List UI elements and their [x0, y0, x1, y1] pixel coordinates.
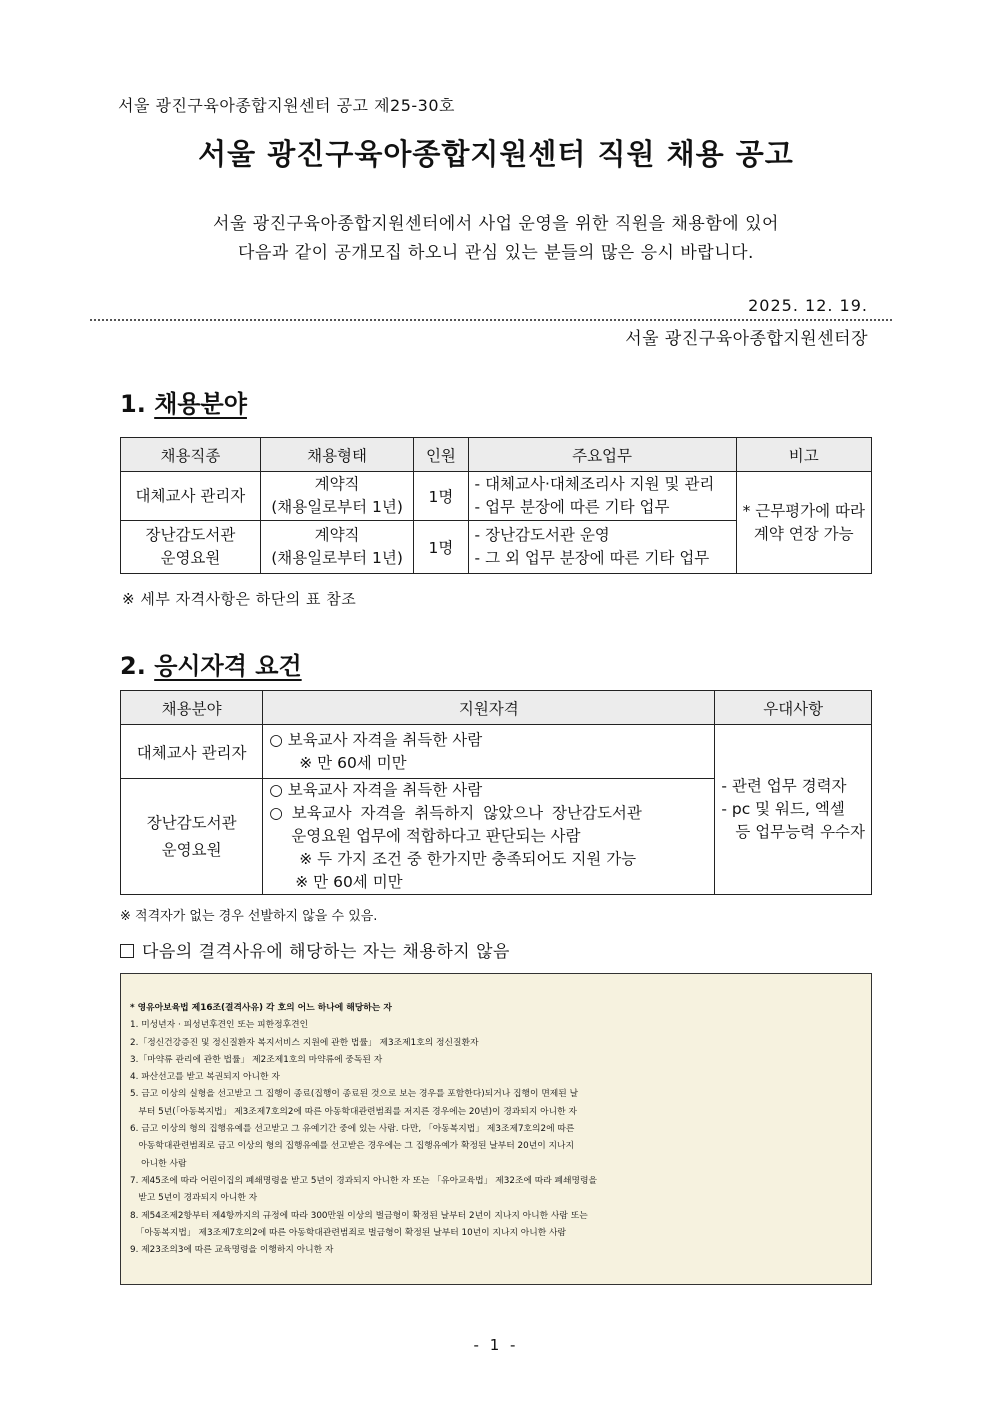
cell-text: ※ 만 60세 미만: [295, 873, 403, 891]
cell-text: - 관련 업무 경력자: [721, 777, 847, 795]
header-cell: 우대사항: [715, 691, 872, 725]
cell-text: ※ 만 60세 미만: [299, 753, 407, 772]
cell-text: - pc 및 워드, 엑셀: [721, 800, 845, 818]
cell-text: 등 업무능력 우수자: [735, 823, 865, 841]
header-cell: 채용형태: [260, 438, 413, 472]
preferred-cell: [715, 725, 872, 895]
header-cell: 주요업무: [468, 438, 736, 472]
cell-text: 운영요원: [160, 549, 221, 567]
checkbox-square-icon: [120, 944, 134, 958]
cell-text: 계약직: [314, 475, 360, 493]
table-footnote: ※ 적격자가 없는 경우 선발하지 않을 수 있음.: [120, 909, 378, 924]
cell-text: - 장난감도서관 운영: [474, 526, 610, 544]
table-footnote: ※ 세부 자격사항은 하단의 표 참조: [122, 590, 357, 608]
section-number: 2.: [120, 652, 146, 680]
header-cell: 비고: [736, 438, 871, 472]
recruitment-table: [120, 437, 872, 574]
field-cell: 대체교사 관리자: [121, 725, 263, 779]
remarks-cell: [736, 472, 871, 574]
qualification-table: [120, 690, 872, 895]
cell-text: 대체교사 관리자: [135, 486, 246, 505]
disqualification-heading: [120, 937, 510, 962]
cell-text: ○ 보육교사 자격을 취득한 사람: [269, 730, 483, 749]
heading-text: 다음의 결격사유에 해당하는 자는 채용하지 않음: [142, 942, 510, 962]
field-cell: [121, 779, 263, 895]
type-cell: [260, 521, 413, 574]
list-item: 5. 금고 이상의 실형을 선고받고 그 집행이 종료(집행이 종료된 것으로 보는 경우를 포함한다)되거나 집행이 면제된 날: [130, 1089, 579, 1100]
cell-text: * 근무평가에 따라: [742, 501, 865, 520]
disqualification-box: [120, 973, 872, 1285]
list-item: 1. 미성년자 · 피성년후견인 또는 피한정후견인: [130, 1020, 309, 1031]
notice-number: 서울 광진구육아종합지원센터 공고 제25-30호: [118, 96, 456, 115]
section-label: 응시자격 요건: [154, 652, 302, 680]
cell-text: 계약직: [314, 526, 360, 544]
header-cell: 인원: [414, 438, 468, 472]
list-item: 부터 5년(「아동복지법」 제3조제7호의2에 따른 아동학대관련범죄를 저지른 경우에는 20년)이 경과되지 아니한 자: [130, 1106, 577, 1117]
list-item: 6. 금고 이상의 형의 집행유예를 선고받고 그 유예기간 중에 있는 사람. 다만, 「아동복지법」 제3조제7호의2에 따른: [130, 1124, 575, 1135]
cell-text: 계약 연장 가능: [753, 524, 854, 543]
intro-text: [0, 210, 992, 268]
list-item: 아동학대관련범죄로 금고 이상의 형의 집행유예를 선고받은 경우에는 그 집행유예가 확정된 날부터 20년이 지나지: [130, 1141, 575, 1152]
list-item: 받고 5년이 경과되지 아니한 자: [130, 1193, 258, 1204]
table-header-row: [121, 438, 872, 472]
cell-text: 장난감도서관: [146, 813, 237, 832]
list-item: 8. 제54조제2항부터 제4항까지의 규정에 따라 300만원 이상의 벌금형이 확정된 날부터 2년이 지나지 아니한 사람 또는: [130, 1210, 588, 1221]
cell-text: ※ 두 가지 조건 중 한가지만 충족되어도 지원 가능: [299, 850, 637, 868]
list-item: 7. 제45조에 따라 어린이집의 폐쇄명령을 받고 5년이 경과되지 아니한 자 또는 「유아교육법」 제32조에 따라 폐쇄명령을: [130, 1175, 598, 1186]
dotted-divider: [90, 319, 892, 321]
intro-line: 다음과 같이 공개모집 하오니 관심 있는 분들의 많은 응시 바랍니다.: [238, 243, 754, 263]
cell-text: ○ 보육교사 자격을 취득하지 않았으나 장난감도서관: [269, 804, 642, 822]
header-cell: 채용분야: [121, 691, 263, 725]
table-row: [121, 472, 872, 521]
notice-date: 2025. 12. 19.: [748, 296, 868, 315]
list-item: 4. 파산선고를 받고 복권되지 아니한 자: [130, 1072, 280, 1083]
cell-text: 장난감도서관: [145, 526, 236, 544]
list-item: 아니한 사람: [130, 1158, 187, 1169]
table-header-row: [121, 691, 872, 725]
page-number: - 1 -: [473, 1336, 519, 1354]
qualification-cell: [263, 725, 715, 779]
section-label: 채용분야: [154, 390, 247, 418]
list-item: 2.「정신건강증진 및 정신질환자 복지서비스 지원에 관한 법률」 제3조제1호의 정신질환자: [130, 1037, 479, 1048]
table-row: [121, 725, 872, 779]
header-cell: 지원자격: [263, 691, 715, 725]
issuer: 서울 광진구육아종합지원센터장: [625, 329, 868, 349]
count-cell: 1명: [414, 472, 468, 521]
list-item: 3.「마약류 관리에 관한 법률」 제2조제1호의 마약류에 중독된 자: [130, 1054, 383, 1065]
cell-text: ○ 보육교사 자격을 취득한 사람: [269, 781, 483, 799]
qualification-cell: [263, 779, 715, 895]
cell-text: - 그 외 업무 분장에 따른 기타 업무: [474, 549, 710, 567]
page-title: 서울 광진구육아종합지원센터 직원 채용 공고: [198, 137, 794, 171]
box-title: * 영유아보육법 제16조(결격사유) 각 호의 어느 하나에 해당하는 자: [130, 1003, 392, 1013]
job-cell: [121, 472, 261, 521]
count-cell: 1명: [414, 521, 468, 574]
type-cell: [260, 472, 413, 521]
cell-text: 운영요원: [161, 840, 222, 859]
duties-cell: [468, 472, 736, 521]
intro-line: 서울 광진구육아종합지원센터에서 사업 운영을 위한 직원을 채용함에 있어: [213, 214, 779, 234]
cell-text: 운영요원 업무에 적합하다고 판단되는 사람: [291, 827, 581, 845]
job-cell: [121, 521, 261, 574]
cell-text: - 대체교사·대체조리사 지원 및 관리: [474, 475, 715, 493]
section-1-title: [120, 384, 247, 419]
section-2-title: [120, 646, 302, 681]
list-item: 9. 제23조의3에 따른 교육명령을 이행하지 아니한 자: [130, 1245, 334, 1256]
list-item: 「아동복지법」 제3조제7호의2에 따른 아동학대관련범죄로 벌금형이 확정된 날부터 10년이 지나지 아니한 사람: [130, 1227, 567, 1238]
header-cell: 채용직종: [121, 438, 261, 472]
cell-text: - 업무 분장에 따른 기타 업무: [474, 498, 670, 516]
duties-cell: [468, 521, 736, 574]
cell-text: (채용일로부터 1년): [271, 549, 403, 567]
cell-text: (채용일로부터 1년): [271, 498, 403, 516]
section-number: 1.: [120, 390, 146, 418]
